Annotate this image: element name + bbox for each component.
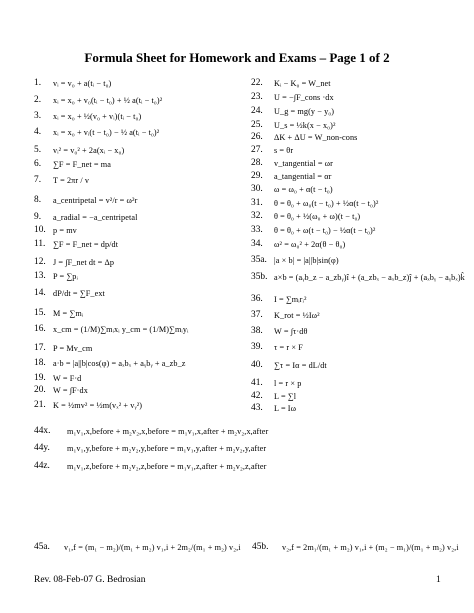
equation-text: xᵢ = x₀ + ½(v₀ + vᵢ)(tᵢ − t₀) [53, 111, 142, 121]
equation-number: 16. [34, 324, 46, 334]
equation-row [251, 199, 378, 208]
equation-number: 2. [34, 95, 42, 105]
equation-text: v_tangential = ωr [274, 158, 333, 168]
equation-text: ω = ω₀ + α(t − t₀) [274, 184, 333, 194]
equation-number: 3. [34, 111, 42, 121]
equation-row [34, 325, 189, 334]
equation-text: L = ∑l [274, 391, 297, 401]
page-title: Formula Sheet for Homework and Exams – Page 1 of 2 [84, 50, 390, 65]
equation-text: s = θr [274, 145, 294, 155]
equation-text: xᵢ = x₀ + vᵢ(t − t₀) − ½ a(tᵢ − t₀)² [53, 127, 160, 137]
equation-text: θ = θ₀ + ω(t − t₀) − ½α(t − t₀)² [274, 225, 376, 235]
equation-row [34, 427, 268, 436]
equation-text: m₁v₁,x,before + m₂v₂,x,before = m₁v₁,x,after + m₂v₂,x,after [67, 426, 269, 436]
equation-number: 6. [34, 159, 42, 169]
equation-text: P = Mv_cm [53, 343, 93, 353]
equation-row [34, 289, 105, 298]
equation-number: 5. [34, 145, 42, 155]
equation-text: ΔK + ΔU = W_non-cons [274, 132, 358, 142]
equation-number: 24. [251, 106, 263, 116]
equation-row [251, 146, 293, 155]
equation-row [251, 159, 333, 168]
equation-row [34, 213, 137, 222]
equation-number: 25. [251, 120, 263, 130]
equation-row [251, 273, 465, 282]
equation-row [34, 462, 266, 471]
equation-text: I = ∑mᵢrᵢ² [274, 294, 307, 304]
equation-text: |a × b| = |a||b|sin(φ) [274, 255, 339, 265]
equation-row [34, 96, 162, 105]
equation-number: 22. [251, 78, 263, 88]
equation-number: 26. [251, 132, 263, 142]
equation-row [251, 295, 307, 304]
equation-text: P = ∑pᵢ [53, 271, 78, 281]
equation-row [251, 107, 334, 116]
equation-number: 17. [34, 343, 46, 353]
equation-text: l = r × p [274, 378, 302, 388]
equation-number: 41. [251, 378, 263, 388]
equation-number: 35a. [251, 255, 267, 265]
equation-row [251, 79, 331, 88]
equation-45b [252, 542, 459, 552]
equation-number: 7. [34, 175, 42, 185]
equation-row [34, 196, 137, 205]
equation-number: 12. [34, 257, 46, 267]
equation-row [34, 160, 111, 169]
equation-number: 32. [251, 211, 263, 221]
equation-row [251, 327, 307, 336]
equation-number: 42. [251, 391, 263, 401]
equation-text: ∑F = F_net = dp/dt [53, 239, 119, 249]
equation-row [251, 185, 333, 194]
equation-row [251, 311, 320, 320]
equation-number: 45a. [34, 542, 50, 552]
equation-row [251, 212, 360, 221]
equation-row [34, 79, 111, 88]
equation-text: v₂,f = 2m₁/(m₁ + m₂) v₁,i + (m₂ − m₁)/(m₁ + m₂) v₂,i [282, 542, 459, 552]
equation-number: 43. [251, 403, 263, 413]
equation-text: M = ∑mᵢ [53, 308, 84, 318]
equation-number: 1. [34, 78, 42, 88]
equation-text: T = 2πr / v [53, 175, 90, 185]
equation-number: 23. [251, 92, 263, 102]
equation-row [34, 386, 88, 395]
equation-text: a_radial = −a_centripetal [53, 212, 138, 222]
equation-row [34, 226, 77, 235]
equation-text: a×b = (aᵧb_z − a_zbᵧ)î + (a_zbₓ − aₓb_z)ĵ + (aₓbᵧ − aᵧbₓ)k̂ [274, 272, 465, 282]
equation-text: xᵢ = x₀ + v₀(tᵢ − t₀) + ½ a(tᵢ − t₀)² [53, 95, 163, 105]
equation-text: K = ½mv² = ½m(vₓ² + vᵧ²) [53, 400, 143, 410]
equation-number: 36. [251, 294, 263, 304]
equation-text: J = ∫F_net dt = Δp [53, 257, 115, 267]
equation-row [34, 444, 266, 453]
equation-45a [34, 542, 241, 552]
equation-number: 28. [251, 158, 263, 168]
equation-number: 37. [251, 310, 263, 320]
equation-number: 38. [251, 326, 263, 336]
footer-revision: Rev. 08-Feb-07 G. Bedrosian [34, 575, 146, 585]
equation-number: 44y. [34, 443, 50, 453]
equation-number: 15. [34, 308, 46, 318]
equation-text: dP/dt = ∑F_ext [53, 288, 105, 298]
equation-row [251, 240, 345, 249]
equation-text: vᵢ = v₀ + a(tᵢ − t₀) [53, 78, 112, 88]
equation-text: Kᵢ − K₀ = W_net [274, 78, 331, 88]
equation-text: W = ∫τ·dθ [274, 326, 308, 336]
equation-number: 29. [251, 171, 263, 181]
equation-row [251, 133, 357, 142]
equation-row [34, 240, 118, 249]
equation-row [34, 309, 83, 318]
equation-text: a·b = |a||b|cos(φ) = aₓbₓ + aᵧbᵧ + a_zb_z [53, 358, 186, 368]
equation-number: 31. [251, 198, 263, 208]
equation-number: 11. [34, 239, 46, 249]
equation-text: ∑F = F_net = ma [53, 159, 111, 169]
equation-number: 9. [34, 212, 42, 222]
equation-text: θ = θ₀ + ½(ω₀ + ω)(t − t₀) [274, 211, 361, 221]
equation-number: 44x. [34, 426, 51, 436]
equation-row [251, 226, 375, 235]
equation-number: 4. [34, 127, 42, 137]
equation-row [251, 379, 301, 388]
equation-number: 10. [34, 225, 46, 235]
equation-text: m₁v₁,y,before + m₂v₂,y,before = m₁v₁,y,after + m₂v₂,y,after [67, 443, 267, 453]
equation-number: 39. [251, 342, 263, 352]
equation-text: θ = θ₀ + ω₀(t − t₀) + ½α(t − t₀)² [274, 198, 379, 208]
equation-number: 8. [34, 195, 42, 205]
equation-row [34, 146, 124, 155]
equation-number: 45b. [252, 542, 269, 552]
equation-row [34, 359, 186, 368]
equation-number: 18. [34, 358, 46, 368]
equation-number: 21. [34, 400, 46, 410]
equation-number: 27. [251, 145, 263, 155]
equation-number: 35b. [251, 272, 268, 282]
footer-page-number: 1 [436, 575, 441, 585]
equation-row [251, 404, 296, 413]
equation-text: W = F·d [53, 373, 82, 383]
equation-number: 13. [34, 271, 46, 281]
equation-text: K_rot = ½Iω² [274, 310, 320, 320]
equation-row [251, 343, 303, 352]
equation-number: 40. [251, 360, 263, 370]
equation-row [251, 93, 334, 102]
equation-row [34, 401, 142, 410]
equation-row [251, 392, 296, 401]
equation-text: v₁,f = (m₁ − m₂)/(m₁ + m₂) v₁,i + 2m₂/(m₁ + m₂) v₂,i [64, 542, 241, 552]
equation-text: x_cm = (1/M)∑mᵢxᵢ y_cm = (1/M)∑mᵢyᵢ [53, 324, 189, 334]
equation-text: ω² = ω₀² + 2α(θ − θ₀) [274, 239, 346, 249]
equation-text: W = ∫F·dx [53, 385, 88, 395]
equation-text: U_g = mg(y − y₀) [274, 106, 335, 116]
equation-text: a_centripetal = v²/r = ω²r [53, 195, 138, 205]
equation-number: 44z. [34, 461, 50, 471]
equation-number: 34. [251, 239, 263, 249]
equation-row [34, 128, 159, 137]
equation-number: 33. [251, 225, 263, 235]
equation-row [251, 121, 336, 130]
equation-row [34, 344, 92, 353]
equation-text: a_tangential = αr [274, 171, 332, 181]
equation-text: vᵢ² = v₀² + 2a(xᵢ − x₀) [53, 145, 125, 155]
equation-text: p = mv [53, 225, 77, 235]
equation-row [34, 176, 89, 185]
equation-row [251, 361, 327, 370]
equation-number: 30. [251, 184, 263, 194]
equation-text: ∑τ = Iα = dL/dt [274, 360, 327, 370]
equation-text: τ = r × F [274, 342, 303, 352]
equation-text: U_s = ½k(x − x₀)² [274, 120, 336, 130]
equation-row [251, 172, 331, 181]
equation-text: m₁v₁,z,before + m₂v₂,z,before = m₁v₁,z,after + m₂v₂,z,after [67, 461, 267, 471]
equation-number: 14. [34, 288, 46, 298]
equation-text: L = Iω [274, 403, 297, 413]
equation-text: U = −∫F_cons ·dx [274, 92, 334, 102]
equation-row [34, 374, 81, 383]
equation-row [34, 112, 141, 121]
equation-number: 19. [34, 373, 46, 383]
equation-row [34, 258, 114, 267]
equation-row [34, 272, 78, 281]
equation-row [251, 256, 339, 265]
equation-number: 20. [34, 385, 46, 395]
